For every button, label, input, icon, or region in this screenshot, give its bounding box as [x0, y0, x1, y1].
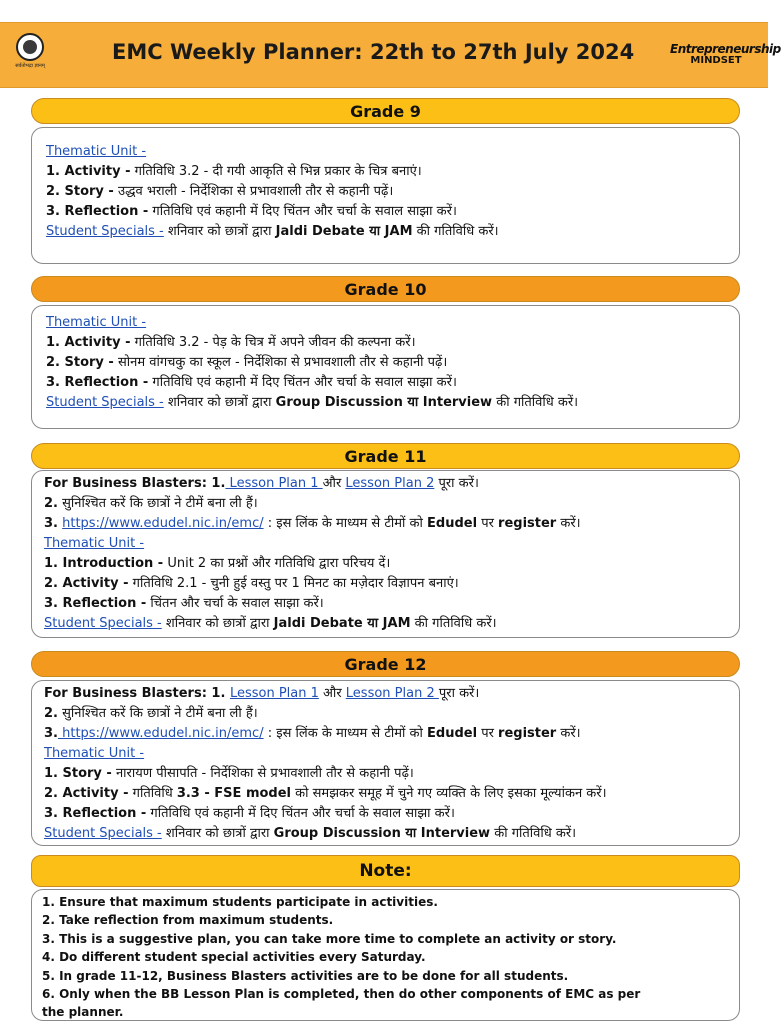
student-specials-link[interactable]: Student Specials - [44, 826, 162, 841]
url-text: : इस लिंक के माध्यम से टीमों को [263, 516, 428, 531]
url-text-3: करें। [556, 516, 581, 531]
activity-text: गतिविधि 3.2 - पेड़ के चित्र में अपने जीवन की कल्पना करें। [130, 335, 416, 350]
thematic-unit-link[interactable]: Thematic Unit - [44, 536, 145, 551]
entrepreneurship-mindset-logo [670, 42, 781, 66]
specials-activity: Jaldi Debate या JAM [275, 224, 413, 239]
page-title: EMC Weekly Planner: 22th to 27th July 2024 [112, 40, 635, 64]
specials-activity: Group Discussion या Interview [275, 395, 493, 410]
logo-line-1: Entrepreneurship [670, 42, 781, 56]
note-heading: Note: [31, 855, 740, 887]
story-label: 1. Story - [44, 766, 112, 781]
reflection-label: 3. Reflection - [46, 204, 149, 219]
activity-text: गतिविधि [128, 786, 177, 801]
header-banner [0, 22, 781, 88]
and-text: और [318, 686, 346, 701]
specials-text-end: की गतिविधि करें। [490, 826, 577, 841]
reflection-text: गतिविधि एवं कहानी में दिए चिंतन और चर्चा के सवाल साझा करें। [148, 375, 457, 390]
note-item: 2. Take reflection from maximum students. [42, 913, 334, 928]
register-bold: register [498, 726, 557, 741]
note-item: the planner. [42, 1005, 124, 1020]
url-text: : इस लिंक के माध्यम से टीमों को [263, 726, 428, 741]
activity-text-2: को समझकर समूह में चुने गए व्यक्ति के लिए इसका मूल्यांकन करें। [291, 786, 607, 801]
scert-logo [6, 33, 54, 79]
lesson-plan-2-link[interactable]: Lesson Plan 2 [345, 686, 439, 701]
note-item: 4. Do different student special activities every Saturday. [42, 950, 426, 965]
story-text: नारायण पीसापति - निर्देशिका से प्रभावशाली तौर से कहानी पढ़ें। [111, 766, 414, 781]
team-text: सुनिश्चित करें कि छात्रों ने टीमें बना ली हैं। [57, 496, 258, 511]
specials-activity: Jaldi Debate या JAM [273, 616, 411, 631]
story-text: सोनम वांगचकु का स्कूल - निर्देशिका से प्रभावशाली तौर से कहानी पढ़ें। [113, 355, 448, 370]
story-label: 2. Story - [46, 184, 114, 199]
note-item: 5. In grade 11-12, Business Blasters activities are to be done for all students. [42, 968, 569, 983]
bb-label: For Business Blasters: 1. [44, 476, 226, 491]
activity-label: 2. Activity - [44, 786, 129, 801]
thematic-unit-link[interactable]: Thematic Unit - [44, 746, 145, 761]
note-item: 1. Ensure that maximum students participate in activities. [42, 895, 438, 909]
note-item: 3. This is a suggestive plan, you can take more time to complete an activity or story. [42, 931, 617, 946]
bb-label: For Business Blasters: 1. [44, 686, 230, 701]
url-number: 3. [44, 726, 58, 741]
logo-line-2: MINDSET [690, 55, 742, 66]
activity-text: गतिविधि 3.2 - दी गयी आकृति से भिन्न प्रकार के चित्र बनाएं। [130, 164, 422, 179]
edudel-bold: Edudel [427, 516, 478, 531]
complete-text: पूरा करें। [438, 686, 480, 701]
grade-9-heading: Grade 9 [31, 98, 740, 124]
specials-text: शनिवार को छात्रों द्वारा [161, 826, 274, 841]
thematic-unit-link[interactable]: Thematic Unit - [46, 144, 147, 159]
grade-12-card [31, 680, 740, 846]
activity-text: गतिविधि 2.1 - चुनी हुई वस्तु पर 1 मिनट का मज़ेदार विज्ञापन बनाएं। [128, 576, 459, 591]
url-text-2: पर [477, 726, 499, 741]
grade-10-heading: Grade 10 [31, 276, 740, 302]
student-specials-link[interactable]: Student Specials - [46, 224, 164, 239]
activity-label: 1. Activity - [46, 335, 131, 350]
url-text-3: करें। [556, 726, 581, 741]
specials-text: शनिवार को छात्रों द्वारा [161, 616, 274, 631]
specials-text-end: की गतिविधि करें। [492, 395, 579, 410]
reflection-label: 3. Reflection - [44, 806, 147, 821]
seal-icon [16, 33, 44, 61]
team-label: 2. [44, 706, 58, 721]
specials-text-end: की गतिविधि करें। [412, 224, 499, 239]
lesson-plan-1-link[interactable]: Lesson Plan 1 [225, 476, 323, 491]
activity-label: 1. Activity - [46, 164, 131, 179]
grade-11-card [31, 470, 740, 638]
logo-motto: सर्वतोभद्रा ज्ञानम् [15, 63, 45, 69]
intro-label: 1. Introduction - [44, 556, 164, 571]
reflection-text: गतिविधि एवं कहानी में दिए चिंतन और चर्चा के सवाल साझा करें। [146, 806, 455, 821]
and-text: और [322, 476, 346, 491]
grade-11-heading: Grade 11 [31, 443, 740, 469]
student-specials-link[interactable]: Student Specials - [44, 616, 162, 631]
specials-text-end: की गतिविधि करें। [410, 616, 497, 631]
specials-text: शनिवार को छात्रों द्वारा [163, 224, 276, 239]
grade-12-heading: Grade 12 [31, 651, 740, 677]
reflection-text: चिंतन और चर्चा के सवाल साझा करें। [146, 596, 324, 611]
note-card [31, 889, 740, 1021]
grade-9-card [31, 127, 740, 264]
note-item: 6. Only when the BB Lesson Plan is completed, then do other components of EMC as per [42, 986, 641, 1001]
story-text: उद्धव भराली - निर्देशिका से प्रभावशाली तौर से कहानी पढ़ें। [113, 184, 394, 199]
activity-label: 2. Activity - [44, 576, 129, 591]
edudel-link[interactable]: https://www.edudel.nic.in/emc/ [62, 516, 264, 531]
fse-model-bold: 3.3 - FSE model [176, 786, 292, 801]
story-label: 2. Story - [46, 355, 114, 370]
intro-text: Unit 2 का प्रश्नों और गतिविधि द्वारा परिचय दें। [163, 556, 391, 571]
edudel-bold: Edudel [427, 726, 478, 741]
student-specials-link[interactable]: Student Specials - [46, 395, 164, 410]
reflection-label: 3. Reflection - [44, 596, 147, 611]
thematic-unit-link[interactable]: Thematic Unit - [46, 315, 147, 330]
team-text: सुनिश्चित करें कि छात्रों ने टीमें बना ली हैं। [57, 706, 258, 721]
edudel-link[interactable]: https://www.edudel.nic.in/emc/ [57, 726, 264, 741]
url-number: 3. [44, 516, 58, 531]
specials-activity: Group Discussion या Interview [273, 826, 491, 841]
url-text-2: पर [477, 516, 499, 531]
register-bold: register [498, 516, 557, 531]
team-label: 2. [44, 496, 58, 511]
grade-10-card [31, 305, 740, 429]
specials-text: शनिवार को छात्रों द्वारा [163, 395, 276, 410]
lesson-plan-1-link[interactable]: Lesson Plan 1 [229, 686, 319, 701]
complete-text: पूरा करें। [434, 476, 479, 491]
lesson-plan-2-link[interactable]: Lesson Plan 2 [345, 476, 435, 491]
reflection-label: 3. Reflection - [46, 375, 149, 390]
reflection-text: गतिविधि एवं कहानी में दिए चिंतन और चर्चा के सवाल साझा करें। [148, 204, 457, 219]
